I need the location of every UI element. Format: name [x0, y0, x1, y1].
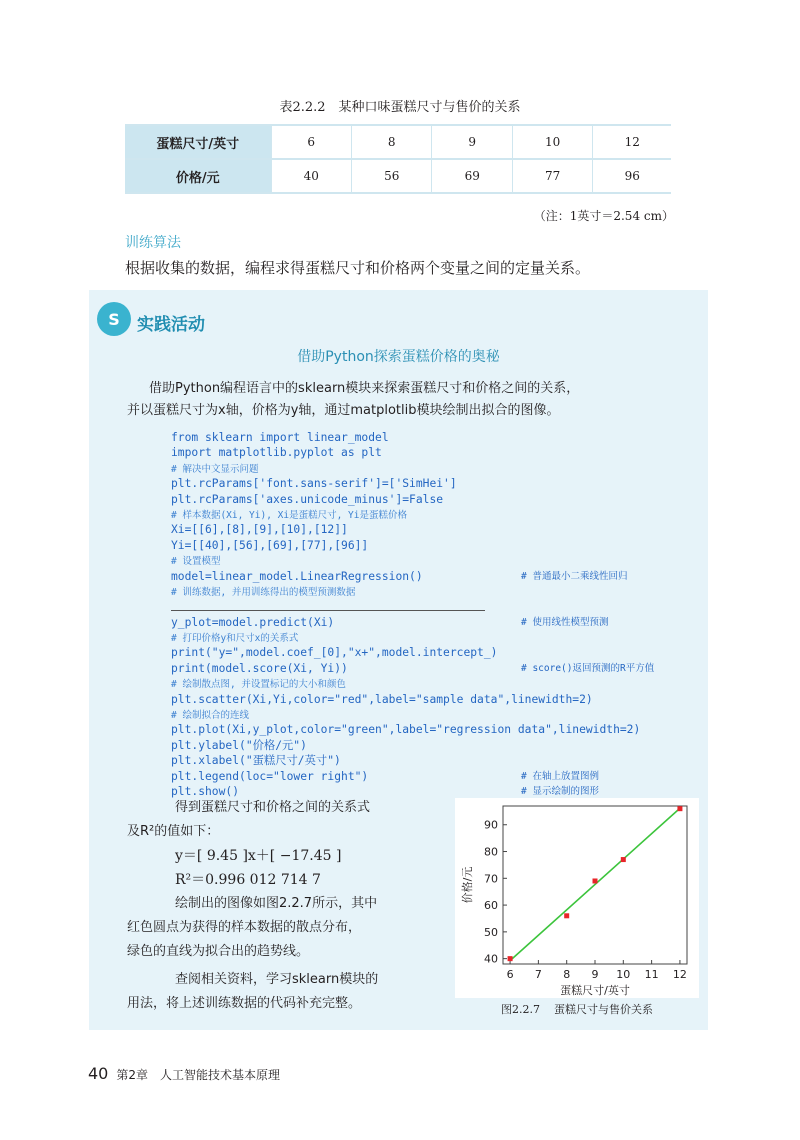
- code-line: [171, 753, 640, 768]
- code-line: [171, 445, 640, 460]
- code-line: [171, 599, 640, 614]
- result-line: 绘制出的图像如图2.2.7所示，其中: [175, 896, 378, 911]
- code-comment: # 普通最小二乘线性回归: [521, 570, 628, 582]
- x-tick-label: 12: [672, 968, 687, 981]
- code-text: y_plot=model.predict(Xi): [171, 615, 335, 629]
- activity-label: 实践活动: [137, 315, 205, 335]
- price-cell: 69: [432, 159, 512, 193]
- chapter-title: 第2章 人工智能技术基本原理: [116, 1068, 280, 1082]
- code-comment: # 使用线性模型预测: [521, 616, 609, 628]
- x-tick-label: 6: [506, 968, 514, 981]
- size-cell: 12: [593, 125, 671, 159]
- sample-point: [564, 913, 569, 918]
- code-text: import matplotlib.pyplot as plt: [171, 446, 382, 460]
- chart-svg: [455, 798, 699, 998]
- practice-activity-box: [89, 290, 708, 1030]
- activity-paragraph-line: 并以蛋糕尺寸为x轴，价格为y轴，通过matplotlib模块绘制出拟合的图像。: [127, 403, 560, 418]
- code-line: [171, 569, 640, 584]
- intro-paragraph: 根据收集的数据，编程求得蛋糕尺寸和价格两个变量之间的定量关系。: [125, 259, 591, 277]
- code-line: [171, 507, 640, 522]
- y-tick-label: 50: [484, 925, 498, 939]
- y-tick-label: 60: [484, 899, 498, 913]
- code-text: Xi=[[6],[8],[9],[10],[12]]: [171, 523, 348, 537]
- code-text: plt.show(): [171, 784, 240, 798]
- code-text: model=linear_model.LinearRegression(): [171, 569, 423, 583]
- code-line: [171, 707, 640, 722]
- result-line: 及R²的值如下：: [127, 824, 220, 839]
- row-header-size: 蛋糕尺寸/英寸: [125, 125, 271, 159]
- sample-point: [621, 857, 626, 862]
- code-text: # 打印价格y和尺寸x的关系式: [171, 633, 299, 645]
- code-line: [171, 676, 640, 691]
- price-cell: 96: [593, 159, 671, 193]
- code-line: [171, 522, 640, 537]
- code-line: [171, 692, 640, 707]
- code-line: [171, 538, 640, 553]
- code-text: Yi=[[40],[56],[69],[77],[96]]: [171, 538, 369, 552]
- y-tick-label: 40: [484, 952, 498, 966]
- table-row: [125, 159, 671, 193]
- y-axis-label: 价格/元: [461, 866, 474, 904]
- code-line: [171, 584, 640, 599]
- code-text: # 样本数据(Xi, Yi), Xi是蛋糕尺寸, Yi是蛋糕价格: [171, 509, 407, 521]
- code-line: [171, 630, 640, 645]
- code-text: # 解决中文显示问题: [171, 463, 259, 475]
- code-text: # 设置模型: [171, 556, 221, 568]
- code-text: plt.plot(Xi,y_plot,color="green",label="regression data",linewidth=2): [171, 723, 641, 737]
- sample-point: [593, 878, 598, 883]
- fill-in-blank[interactable]: [171, 610, 485, 611]
- code-line: [171, 461, 640, 476]
- page-footer: [88, 1064, 280, 1083]
- y-tick-label: 70: [484, 872, 498, 886]
- code-line: [171, 769, 640, 784]
- code-line: [171, 492, 640, 507]
- result-line: 得到蛋糕尺寸和价格之间的关系式: [175, 800, 371, 815]
- size-cell: 10: [512, 125, 592, 159]
- table-row: [125, 125, 671, 159]
- caption-text: 蛋糕尺寸与售价关系: [554, 1003, 653, 1016]
- task-line: 用法，将上述训练数据的代码补充完整。: [127, 996, 362, 1011]
- r-squared-value: R²＝0.996 012 714 7: [175, 872, 321, 888]
- code-text: plt.xlabel("蛋糕尺寸/英寸"): [171, 754, 341, 768]
- activity-badge-icon: S: [97, 302, 131, 336]
- result-line: 红色圆点为获得的样本数据的散点分布，: [127, 920, 362, 935]
- result-text: [127, 796, 449, 1016]
- result-line: 绿色的直线为拟合出的趋势线。: [127, 944, 310, 959]
- code-block: [171, 430, 655, 799]
- code-line: [171, 553, 640, 568]
- code-text: print("y=",model.coef_[0],"x+",model.intercept_): [171, 646, 498, 660]
- size-cell: 8: [351, 125, 431, 159]
- code-line: [171, 645, 640, 660]
- code-line: [171, 722, 640, 737]
- page-number: 40: [88, 1064, 109, 1083]
- task-line: 查阅相关资料，学习sklearn模块的: [175, 972, 379, 987]
- x-tick-label: 7: [534, 968, 542, 981]
- size-cell: 9: [432, 125, 512, 159]
- sample-point: [508, 956, 513, 961]
- size-cell: 6: [271, 125, 351, 159]
- code-text: from sklearn import linear_model: [171, 431, 389, 444]
- price-cell: 56: [351, 159, 431, 193]
- code-line: [171, 476, 640, 491]
- x-axis-label: 蛋糕尺寸/英寸: [560, 984, 630, 997]
- row-header-price: 价格/元: [125, 159, 271, 193]
- code-comment: # 在轴上放置图例: [521, 770, 599, 782]
- code-line: [171, 661, 655, 676]
- price-cell: 40: [271, 159, 351, 193]
- code-text: plt.rcParams['axes.unicode_minus']=False: [171, 492, 444, 506]
- cake-price-table: [125, 124, 671, 194]
- x-tick-label: 11: [644, 968, 659, 981]
- code-text: # 绘制拟合的连线: [171, 710, 249, 722]
- sample-point: [677, 806, 682, 811]
- x-tick-label: 10: [616, 968, 631, 981]
- chart-caption: [501, 1001, 653, 1017]
- code-text: plt.ylabel("价格/元"): [171, 738, 307, 752]
- code-text: # 绘制散点图, 并设置标记的大小和颜色: [171, 679, 346, 691]
- code-text: print(model.score(Xi, Yi)): [171, 661, 348, 675]
- code-line: [171, 430, 640, 445]
- code-line: [171, 615, 640, 630]
- code-comment: # score()返回预测的R平方值: [521, 662, 655, 674]
- activity-paragraph: [127, 378, 689, 422]
- y-tick-label: 80: [484, 845, 498, 859]
- code-text: plt.rcParams['font.sans-serif']=['SimHei']: [171, 477, 457, 491]
- regression-chart: [455, 798, 699, 998]
- code-line: [171, 738, 640, 753]
- section-heading: 训练算法: [125, 235, 181, 251]
- code-text: plt.scatter(Xi,Yi,color="red",label="sample data",linewidth=2): [171, 692, 593, 706]
- code-text: plt.legend(loc="lower right"): [171, 769, 369, 783]
- regression-equation: y＝[ 9.45 ]x＋[ −17.45 ]: [175, 848, 342, 864]
- price-cell: 77: [512, 159, 592, 193]
- caption-number: 图2.2.7: [501, 1003, 540, 1016]
- code-comment: # 显示绘制的图形: [521, 785, 599, 797]
- code-text: # 训练数据, 并用训练得出的模型预测数据: [171, 586, 356, 598]
- activity-paragraph-line: 借助Python编程语言中的sklearn模块来探索蛋糕尺寸和价格之间的关系，: [149, 381, 580, 396]
- table-note: （注：1英寸＝2.54 cm）: [533, 209, 674, 223]
- table-title: 表2.2.2 某种口味蛋糕尺寸与售价的关系: [279, 100, 521, 115]
- activity-title: 借助Python探索蛋糕价格的奥秘: [297, 349, 500, 365]
- y-tick-label: 90: [484, 818, 498, 832]
- x-tick-label: 9: [591, 968, 599, 981]
- x-tick-label: 8: [563, 968, 571, 981]
